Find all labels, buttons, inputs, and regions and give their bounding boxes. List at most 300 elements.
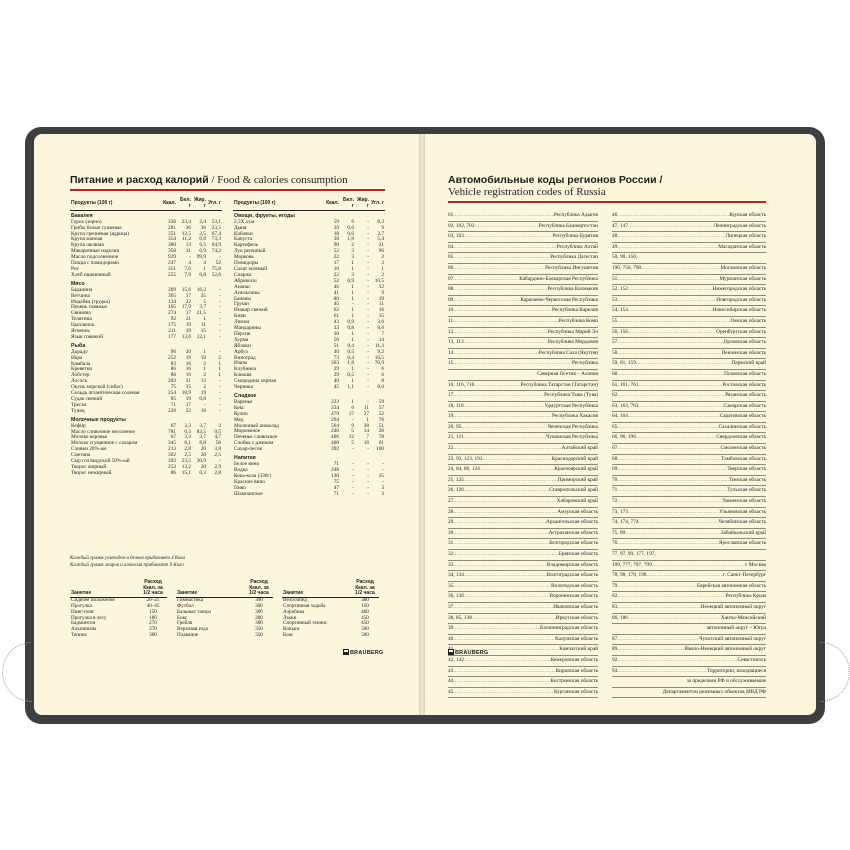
- food-cell: 46: [333, 283, 339, 290]
- food-cell: Яблоки: [234, 342, 251, 349]
- food-cell: -: [367, 336, 369, 343]
- food-cell: 9: [351, 422, 354, 429]
- food-cell: Масло сливочное несоленое: [71, 428, 135, 435]
- food-cell: Крупа манная: [71, 236, 103, 243]
- leader-dots: [453, 497, 556, 507]
- food-cell: 16: [185, 366, 191, 373]
- food-cell: 27: [363, 410, 369, 417]
- region-code-row: [448, 359, 598, 370]
- region-name: Алтайский край: [561, 445, 598, 452]
- food-cell: -: [367, 330, 369, 337]
- activity-header-cell: Занятие: [70, 580, 139, 597]
- region-name: Чукотский автономный округ: [699, 635, 766, 642]
- leader-dots: [453, 677, 550, 687]
- food-cell: Камбала: [71, 360, 91, 367]
- activity-cell: 400: [361, 608, 369, 615]
- food-cell: 10: [333, 265, 339, 272]
- food-cell: 71: [333, 490, 339, 497]
- food-cell: 61: [333, 313, 339, 320]
- food-cell: 1: [351, 366, 354, 373]
- food-cell: 2: [381, 271, 384, 278]
- food-cell: -: [367, 325, 369, 332]
- food-cell: -: [367, 354, 369, 361]
- region-code: 36, 136: [448, 593, 464, 600]
- food-title-en: / Food & calories consumption: [208, 174, 348, 186]
- food-cell: 0,4: [347, 354, 354, 361]
- activity-cell: Бокс: [177, 614, 188, 621]
- region-code-row: [448, 243, 598, 254]
- food-cell: 12: [348, 434, 354, 441]
- region-name: Ленинградская область: [713, 222, 766, 229]
- food-cell: 12,5: [181, 230, 191, 237]
- food-cell: Тунец: [71, 407, 85, 414]
- food-cell: 19: [200, 390, 206, 397]
- food-header-row: [233, 198, 385, 210]
- activity-cell: 450: [361, 614, 369, 621]
- activity-cell: 270: [149, 626, 157, 633]
- food-cell: Пиво: [234, 484, 246, 491]
- region-code-row: [612, 645, 766, 656]
- region-code-row: [448, 391, 598, 402]
- food-cell: Сахар-песок: [234, 446, 263, 453]
- region-code-row: [612, 444, 766, 455]
- food-header-cell: Бел. г: [340, 198, 355, 210]
- food-section-title: Мясо: [71, 280, 85, 287]
- food-cell: 1: [351, 295, 354, 302]
- food-cell: 0,5: [214, 428, 221, 435]
- food-cell: -: [219, 310, 221, 317]
- food-cell: 23,5: [211, 224, 221, 231]
- region-name: Карачаево-Черкесская Республика: [520, 296, 598, 303]
- food-cell: -: [219, 328, 221, 335]
- region-name: Республика Бурятия: [552, 233, 598, 240]
- region-code-row: [448, 264, 598, 275]
- leader-dots: [617, 656, 737, 666]
- food-cell: 6: [351, 218, 354, 225]
- region-code: 10: [448, 307, 454, 314]
- region-code-row: [612, 486, 766, 497]
- food-cell: 479: [331, 410, 339, 417]
- region-code-row: [612, 253, 766, 264]
- food-cell: 17,9: [181, 304, 191, 311]
- region-name: Ивановская область: [553, 603, 598, 610]
- region-name: Тюменская область: [722, 498, 766, 505]
- region-code: 03, 103: [448, 233, 464, 240]
- region-code-row: [612, 614, 766, 625]
- food-cell: 1: [351, 313, 354, 320]
- activity-cell: Гимнастика: [177, 596, 204, 603]
- food-title: [70, 174, 348, 187]
- region-name: Республика Марий Эл: [547, 328, 598, 335]
- food-cell: 6: [381, 366, 384, 373]
- food-header-cell: Продукты (100 г): [233, 198, 325, 210]
- region-code: 79: [612, 582, 618, 589]
- food-cell: 1: [351, 378, 354, 385]
- food-cell: -: [367, 283, 369, 290]
- region-code: 13, 113: [448, 339, 464, 346]
- region-name: Кабардино-Балкарская Республика: [519, 275, 598, 282]
- food-cell: -: [352, 472, 354, 479]
- activity-cell: 350: [255, 626, 263, 633]
- region-code-row: [612, 328, 766, 339]
- food-cell: 30: [333, 236, 339, 243]
- food-cell: 36: [200, 224, 206, 231]
- food-cell: 294: [331, 416, 339, 423]
- leader-dots: [453, 391, 544, 401]
- food-cell: 3,7: [199, 422, 206, 429]
- region-code: 199, 777, 797, 799: [612, 561, 652, 568]
- region-code-row: [448, 455, 598, 466]
- food-cell: -: [367, 254, 369, 261]
- activity-cell: Прогулка: [71, 602, 92, 609]
- region-code-row: [448, 349, 598, 360]
- food-cell: 45: [333, 384, 339, 391]
- food-cell: Свинина: [71, 310, 91, 317]
- activity-cell: Аэробика: [283, 608, 305, 615]
- region-code: 50, 90, 150,: [612, 254, 638, 261]
- food-cell: 12: [378, 283, 384, 290]
- food-cell: 14: [363, 428, 369, 435]
- food-header-cell: Угл. г: [207, 198, 222, 210]
- leader-dots: [464, 433, 546, 443]
- region-code-row: [448, 285, 598, 296]
- region-code-row: [612, 232, 766, 243]
- leader-dots: [636, 433, 717, 443]
- activity-header-cell: Расход Ккал. за 1/2 часа: [351, 580, 379, 597]
- page-gutter: [419, 134, 425, 715]
- food-cell: Варенье: [234, 398, 253, 405]
- leader-dots: [617, 349, 721, 359]
- food-cell: 10,5: [374, 277, 384, 284]
- food-cell: 3,7: [377, 230, 384, 237]
- leader-dots: [617, 486, 727, 496]
- food-cell: 203: [168, 378, 176, 385]
- leader-dots: [617, 476, 729, 486]
- food-cell: Макаронные изделия: [71, 248, 119, 255]
- food-cell: Шампанское: [234, 490, 263, 497]
- region-code: 61, 161, 761: [612, 381, 639, 388]
- region-code-row: [612, 296, 766, 307]
- region-code-row: [612, 285, 766, 296]
- food-cell: -: [352, 466, 354, 473]
- leader-dots: [453, 582, 551, 592]
- leader-dots: [453, 275, 519, 285]
- region-code: 25, 125: [448, 476, 464, 483]
- food-section-title: Сладкое: [234, 393, 257, 399]
- food-cell: Мед: [234, 416, 244, 423]
- food-cell: -: [367, 313, 369, 320]
- region-code: 70: [612, 476, 618, 483]
- region-code-row: [612, 370, 766, 381]
- food-section-row: [233, 210, 385, 219]
- food-cell: 1: [351, 398, 354, 405]
- food-cell: 408: [331, 440, 339, 447]
- food-note-1: Каждый грамм углеводов и белков прибавляет 4 Ккал: [70, 556, 186, 561]
- leader-dots: [453, 285, 547, 295]
- leader-dots: [617, 317, 730, 327]
- region-code-row: [612, 550, 766, 561]
- food-cell: 8,8: [199, 440, 206, 447]
- food-cell: 2,9: [214, 463, 221, 470]
- leader-dots: [453, 317, 559, 327]
- leader-dots: [617, 497, 722, 507]
- food-cell: 9: [381, 289, 384, 296]
- activity-cell: 500: [361, 626, 369, 633]
- food-cell: 358: [168, 248, 176, 255]
- food-cell: 11: [185, 248, 191, 255]
- region-code-row: [612, 476, 766, 487]
- food-cell: 2,5: [214, 452, 221, 459]
- codes-title-en: Vehicle registration codes of Russia: [448, 186, 606, 198]
- region-name: Хабаровский край: [556, 498, 598, 505]
- region-code: 73, 173: [612, 508, 628, 515]
- leader-dots: [617, 423, 718, 433]
- region-name: Республика Тыва (Тува): [544, 392, 598, 399]
- food-cell: Спаржа: [234, 271, 252, 278]
- food-cell: 47: [333, 484, 339, 491]
- region-code: 39: [448, 625, 454, 632]
- region-code-row: [612, 635, 766, 646]
- region-code: 04: [448, 243, 454, 250]
- activity-cell: Велосипед: [283, 596, 307, 603]
- food-cell: -: [219, 458, 221, 465]
- food-cell: Смородина черная: [234, 378, 277, 385]
- region-name: Челябинская область: [718, 519, 766, 526]
- region-name: Иркутская область: [555, 614, 598, 621]
- food-header-cell: Ккал.: [162, 198, 177, 210]
- food-cell: 105: [168, 304, 176, 311]
- food-cell: 1: [218, 372, 221, 379]
- region-code-row: [448, 497, 598, 508]
- region-code-row: [612, 423, 766, 434]
- leader-dots: [617, 243, 718, 253]
- region-name: Ставропольский край: [549, 487, 598, 494]
- region-code-row: [612, 433, 766, 444]
- food-cell: 3,3: [184, 422, 191, 429]
- region-code-row: [448, 275, 598, 286]
- region-name: Забайкальский край: [720, 529, 766, 536]
- region-code: 94: [612, 667, 618, 674]
- activity-cell: Верховая езда: [177, 626, 208, 633]
- food-cell: 17: [185, 292, 191, 299]
- activity-cell: Плавание: [177, 632, 199, 639]
- food-cell: Красное вино: [234, 478, 265, 485]
- leader-dots: [464, 486, 549, 496]
- food-cell: -: [219, 333, 221, 340]
- region-code: 66, 96, 196: [612, 434, 636, 441]
- region-code-row: [612, 667, 766, 678]
- food-cell: Молоко коровье: [71, 434, 108, 441]
- food-cell: 406: [331, 434, 339, 441]
- food-cell: 13,2: [181, 463, 191, 470]
- food-cell: 351: [168, 230, 176, 237]
- food-cell: 8,6: [377, 325, 384, 332]
- region-code-row: [448, 232, 598, 243]
- activity-table-1: [70, 580, 167, 639]
- food-cell: 75: [170, 384, 176, 391]
- region-code-row: [612, 338, 766, 349]
- region-code: 53: [612, 296, 618, 303]
- food-cell: 7: [381, 330, 384, 337]
- food-cell: 90: [333, 242, 339, 249]
- region-code-row: [612, 317, 766, 328]
- food-cell: 22: [185, 407, 191, 414]
- activity-header-row: [70, 580, 167, 597]
- food-cell: 23,4: [181, 218, 191, 225]
- food-cell: 8,6: [377, 384, 384, 391]
- food-cell: 1: [203, 265, 206, 272]
- region-code: 21, 121: [448, 434, 464, 441]
- leader-dots: [652, 561, 745, 571]
- food-cell: 303: [331, 360, 339, 367]
- food-cell: 0,5: [347, 348, 354, 355]
- leader-dots: [453, 550, 558, 560]
- food-cell: -: [367, 277, 369, 284]
- region-name: Костромская область: [550, 678, 598, 685]
- food-cell: 6: [381, 372, 384, 379]
- leader-dots: [464, 592, 550, 602]
- food-cell: 15,6: [181, 286, 191, 293]
- food-cell: 11,2: [181, 236, 191, 243]
- food-cell: -: [352, 416, 354, 423]
- food-cell: -: [367, 378, 369, 385]
- food-cell: 2,5: [184, 452, 191, 459]
- food-cell: 4: [188, 260, 191, 267]
- region-code: 37: [448, 603, 454, 610]
- region-name: Самарская область: [723, 402, 766, 409]
- region-code: 52, 152: [612, 286, 628, 293]
- food-header-cell: Жир. г: [356, 197, 369, 209]
- region-code-row: [612, 624, 766, 635]
- region-code: 55: [612, 317, 618, 324]
- food-cell: 334: [331, 404, 339, 411]
- food-cell: 0,8: [347, 325, 354, 332]
- food-cell: 0,5: [184, 428, 191, 435]
- leader-dots: [617, 539, 719, 549]
- food-cell: 2,4: [199, 218, 206, 225]
- brauberg-logo-icon: [343, 649, 349, 655]
- region-code: 69: [612, 466, 618, 473]
- activity-cell: 180: [149, 614, 157, 621]
- region-code-row: [612, 412, 766, 423]
- region-code: 40: [448, 635, 454, 642]
- food-table-2: [233, 198, 385, 497]
- leader-dots: [628, 222, 714, 232]
- food-cell: -: [219, 390, 221, 397]
- leader-dots: [453, 561, 547, 571]
- food-cell: 39: [333, 224, 339, 231]
- region-code: 22: [448, 445, 454, 452]
- region-name: Московская область: [720, 264, 766, 271]
- region-name: Республика Алтай: [556, 243, 598, 250]
- region-code: 17: [448, 392, 454, 399]
- region-code: 28: [448, 508, 454, 515]
- region-name: Новгородская область: [716, 296, 766, 303]
- food-cell: 16: [185, 360, 191, 367]
- food-cell: 11: [363, 404, 369, 411]
- region-code: 60: [612, 370, 618, 377]
- food-cell: 1: [351, 307, 354, 314]
- leader-dots: [472, 614, 556, 624]
- region-code: 35: [448, 582, 454, 589]
- region-name: Саратовская область: [719, 413, 766, 420]
- food-cell: 18,9: [181, 390, 191, 397]
- leader-dots: [646, 571, 723, 581]
- food-header-cell: Продукты (100 г): [70, 198, 162, 210]
- food-cell: 17: [185, 310, 191, 317]
- food-cell: 5: [203, 298, 206, 305]
- food-cell: Кекс: [234, 404, 245, 411]
- region-code-row: [612, 455, 766, 466]
- food-cell: 1: [381, 265, 384, 272]
- region-name: Краснодарский край: [551, 455, 598, 462]
- food-cell: Рис: [71, 265, 80, 272]
- region-name: Орловская область: [723, 339, 766, 346]
- leader-dots: [628, 285, 713, 295]
- activity-cell: 300: [255, 596, 263, 603]
- food-cell: 5: [351, 440, 354, 447]
- region-code: 16, 116, 716: [448, 381, 475, 388]
- food-cell: -: [219, 304, 221, 311]
- region-name: Псковская область: [724, 370, 766, 377]
- food-cell: 7,6: [184, 265, 191, 272]
- leader-dots: [453, 243, 556, 253]
- food-cell: -: [352, 484, 354, 491]
- food-cell: Ананас: [234, 283, 251, 290]
- region-code-row: [612, 381, 766, 392]
- leader-dots: [617, 592, 725, 602]
- region-code: 89: [612, 646, 618, 653]
- food-cell: 83,5: [196, 428, 206, 435]
- leader-dots: [453, 624, 540, 634]
- activity-cell: Бокс: [283, 632, 294, 639]
- region-code: 27: [448, 498, 454, 505]
- region-name: Республика Дагестан: [550, 254, 598, 261]
- food-cell: 59: [378, 398, 384, 405]
- region-name: Республика: [571, 360, 598, 367]
- leader-dots: [628, 614, 721, 624]
- food-cell: 83: [170, 360, 176, 367]
- leader-dots: [461, 423, 547, 433]
- food-cell: -: [367, 218, 369, 225]
- region-name: Ульяновская область: [719, 508, 766, 515]
- food-cell: 15,1: [181, 469, 191, 476]
- region-name: Еврейская автономная область: [696, 582, 766, 589]
- food-cell: 2,5: [199, 230, 206, 237]
- food-cell: 1: [218, 360, 221, 367]
- region-name: Оренбургская область: [716, 328, 766, 335]
- food-cell: 70,9: [374, 360, 384, 367]
- food-cell: -: [367, 398, 369, 405]
- food-cell: 45: [333, 301, 339, 308]
- food-cell: 336: [168, 218, 176, 225]
- food-cell: Персик: [234, 330, 251, 337]
- activity-cell: Прогулка в лесу: [71, 614, 107, 621]
- food-header-cell: Бел. г: [177, 198, 192, 210]
- food-cell: Баранина: [71, 286, 93, 293]
- region-code: 48: [612, 233, 618, 240]
- food-cell: 16: [200, 407, 206, 414]
- food-cell: 17: [185, 401, 191, 408]
- food-cell: 0,4: [347, 342, 354, 349]
- food-cell: 2: [203, 384, 206, 391]
- food-cell: 74,2: [211, 248, 221, 255]
- activity-row: [176, 633, 273, 639]
- food-cell: Клюква: [234, 372, 252, 379]
- region-code-row: [612, 497, 766, 508]
- food-cell: 16: [185, 372, 191, 379]
- region-code: 38, 85, 138: [448, 614, 472, 621]
